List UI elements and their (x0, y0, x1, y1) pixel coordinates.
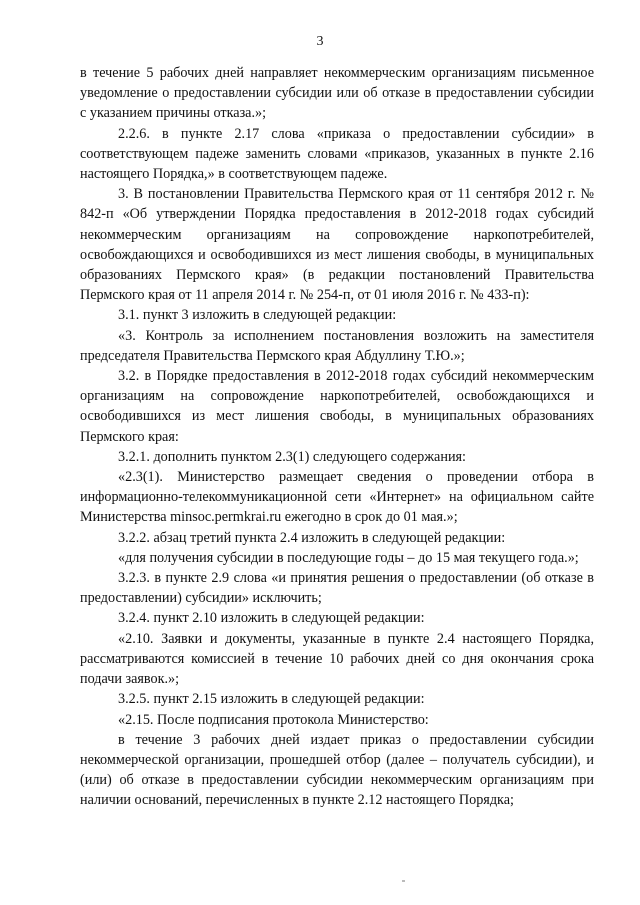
paragraph-p6: 3.2. в Порядке предоставления в 2012-2018 годах субсидий некоммерческим организациям на сопровождение наркопотребителей, освобождающихся и освободившихся из мест лишения свободы, в муниципальных образованиях Пермского края: (80, 368, 594, 445)
paragraph-p4: 3.1. пункт 3 изложить в следующей редакции: (118, 307, 397, 324)
paragraph-p5: «3. Контроль за исполнением постановления возложить на заместителя председателя Правительства Пермского края Абдуллину Т.Ю.»; (80, 327, 594, 364)
paragraph-p15: «2.15. После подписания протокола Министерство: (118, 711, 429, 728)
paragraph-p7: 3.2.1. дополнить пунктом 2.3(1) следующего содержания: (118, 448, 467, 465)
paragraph-p1: в течение 5 рабочих дней направляет некоммерческим организациям письменное уведомление о предоставлении субсидии или об отказе в предоставлении субсидии с указанием причины отказа.»; (80, 65, 594, 122)
paragraph-p14: 3.2.5. пункт 2.15 изложить в следующей редакции: (118, 691, 425, 708)
paragraph-p16: в течение 3 рабочих дней издает приказ о предоставлении субсидии некоммерческой организации, прошедшей отбор (далее – получатель субсидии), и (или) об отказе в предоставлении субсидии некоммерческим организациям при наличии оснований, перечисленных в пункте 2.12 настоящего Порядка; (80, 731, 594, 809)
scan-speck (402, 880, 405, 882)
document-body (80, 63, 594, 811)
paragraph-p11: 3.2.3. в пункте 2.9 слова «и принятия решения о предоставлении (об отказе в предоставлении) субсидии» исключить; (80, 570, 594, 607)
paragraph-p12: 3.2.4. пункт 2.10 изложить в следующей редакции: (118, 610, 425, 627)
paragraph-p13: «2.10. Заявки и документы, указанные в пункте 2.4 настоящего Порядка, рассматриваются комиссией в течение 10 рабочих дней со дня окончания срока подачи заявок.»; (80, 630, 594, 688)
page-number: 3 (316, 34, 324, 49)
paragraph-p9: 3.2.2. абзац третий пункта 2.4 изложить в следующей редакции: (118, 529, 506, 546)
paragraph-p8: «2.3(1). Министерство размещает сведения о проведении отбора в информационно-телекоммуникационной сети «Интернет» на официальном сайте Министерства minsoc.permkrai.ru ежегодно в срок до 01 мая.»; (80, 469, 594, 526)
paragraph-p2: 2.2.6. в пункте 2.17 слова «приказа о предоставлении субсидии» в соответствующем падеже заменить словами «приказов, указанных в пункте 2.16 настоящего Порядка,» в соответствующем падеже. (80, 125, 594, 183)
paragraph-p10: «для получения субсидии в последующие годы – до 15 мая текущего года.»; (118, 549, 579, 566)
paragraph-p3: 3. В постановлении Правительства Пермского края от 11 сентября 2012 г. № 842-п «Об утверждении Порядка предоставления в 2012-2018 годах субсидий некоммерческим организациям на сопровождение наркопотребителей, освобождающихся и освободившихся из мест лишения свободы, в муниципальных образованиях Пермского края» (в редакции постановлений Правительства Пермского края от 11 апреля 2014 г. № 254-п, от 01 июля 2016 г. № 433-п): (80, 186, 594, 304)
